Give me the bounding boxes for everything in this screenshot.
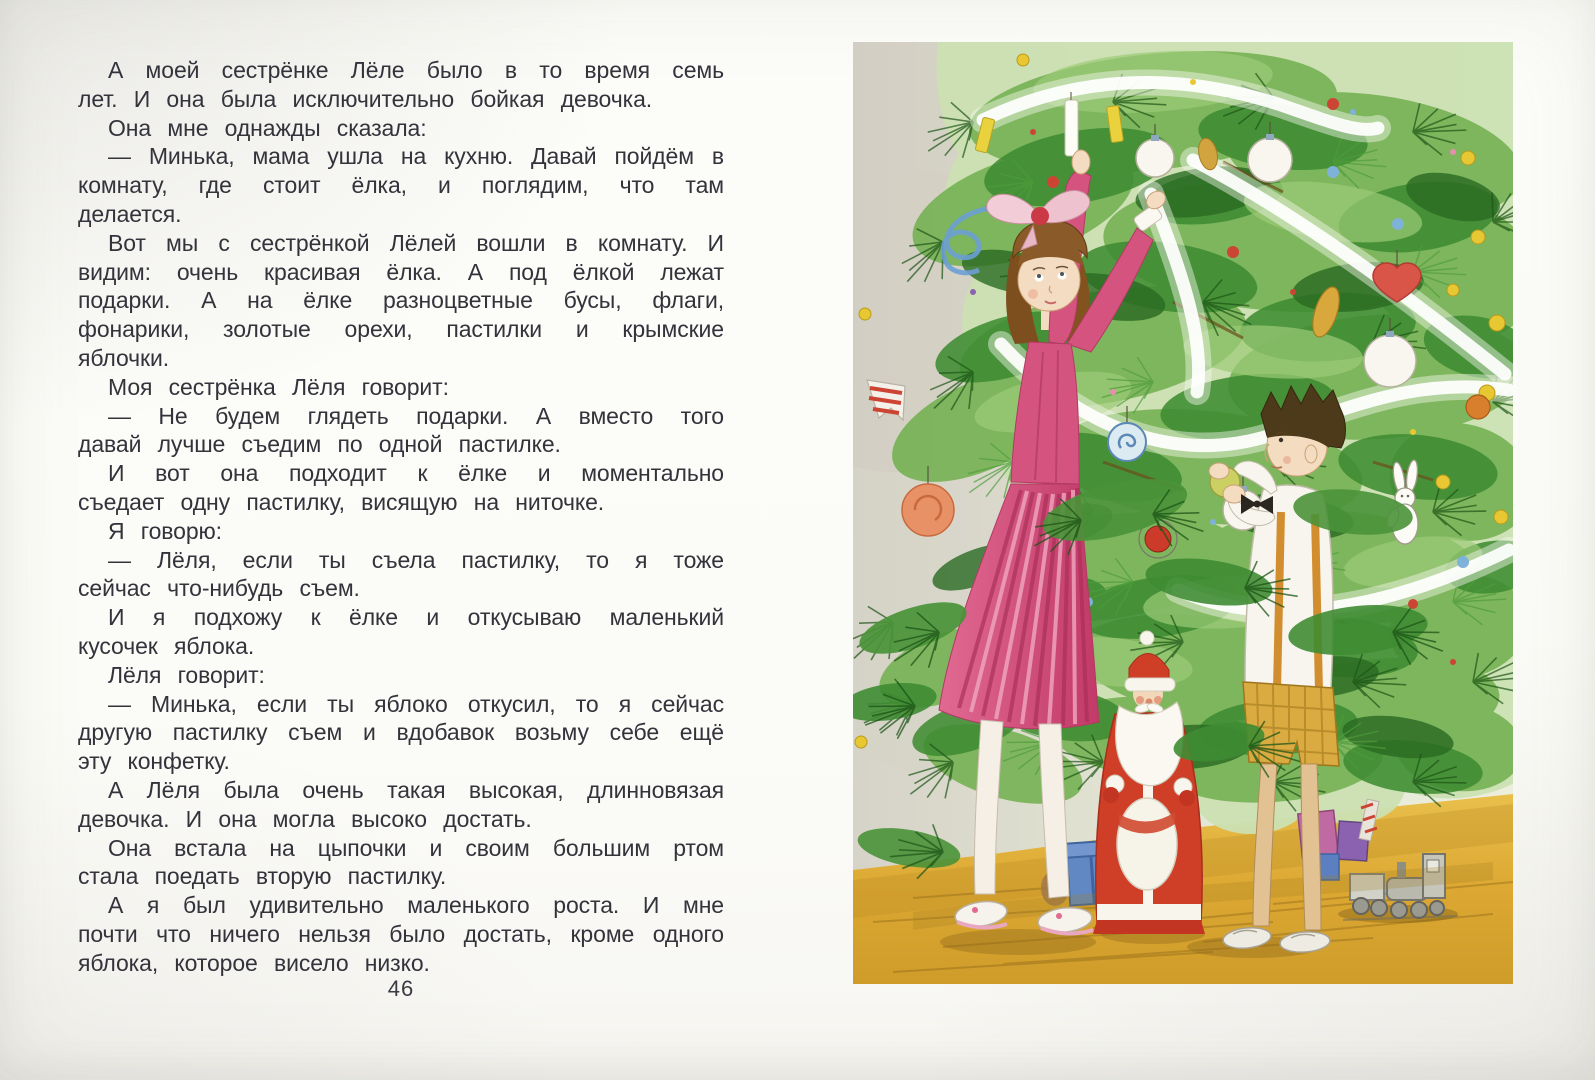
paragraph: — Лёля, если ты съела пастилку, то я тоже сейчас что-нибудь съем. (78, 546, 724, 602)
illustration (853, 42, 1513, 984)
page-number: 46 (387, 976, 415, 1001)
paragraph: И я подхожу к ёлке и откусываю маленький кусочек яблока. (78, 604, 724, 659)
paragraph: А Лёля была очень такая высокая, длинновязая девочка. И она могла высоко достать. (78, 776, 724, 832)
paragraph: Моя сестрёнка Лёля говорит: (108, 373, 449, 400)
paragraph: А я был удивительно маленького роста. И мне почти что ничего нельзя было достать, кроме одного яблока, которое висело низко. (78, 892, 724, 976)
paragraph: А моей сестрёнке Лёле было в то время семь лет. И она была исключительно бойкая девочка. (78, 57, 724, 112)
paragraph: — Минька, если ты яблоко откусил, то я сейчас другую пастилку съем и вдобавок возьму себе ещё эту конфетку. (78, 690, 724, 775)
paragraph: Вот мы с сестрёнкой Лёлей вошли в комнату. И видим: очень красивая ёлка. А под ёлкой лежат подарки. А на ёлке разноцветные бусы, флаги, фонарики, золотые орехи, пастилки и крымские яблочки. (78, 229, 724, 371)
paragraph: Я говорю: (108, 517, 222, 544)
paragraph: Она мне однажды сказала: (108, 114, 427, 141)
paragraph: Лёля говорит: (108, 661, 265, 688)
story-text-column (78, 56, 724, 978)
paragraph: — Минька, мама ушла на кухню. Давай пойдём в комнату, где стоит ёлка, и поглядим, что там делается. (78, 143, 724, 227)
paragraph: Она встала на цыпочки и своим большим ртом стала поедать вторую пастилку. (78, 834, 724, 890)
paragraph: — Не будем глядеть подарки. А вместо того давай лучше съедим по одной пастилке. (78, 402, 724, 458)
paragraph: И вот она подходит к ёлке и моментально съедает одну пастилку, висящую на ниточке. (78, 460, 724, 515)
